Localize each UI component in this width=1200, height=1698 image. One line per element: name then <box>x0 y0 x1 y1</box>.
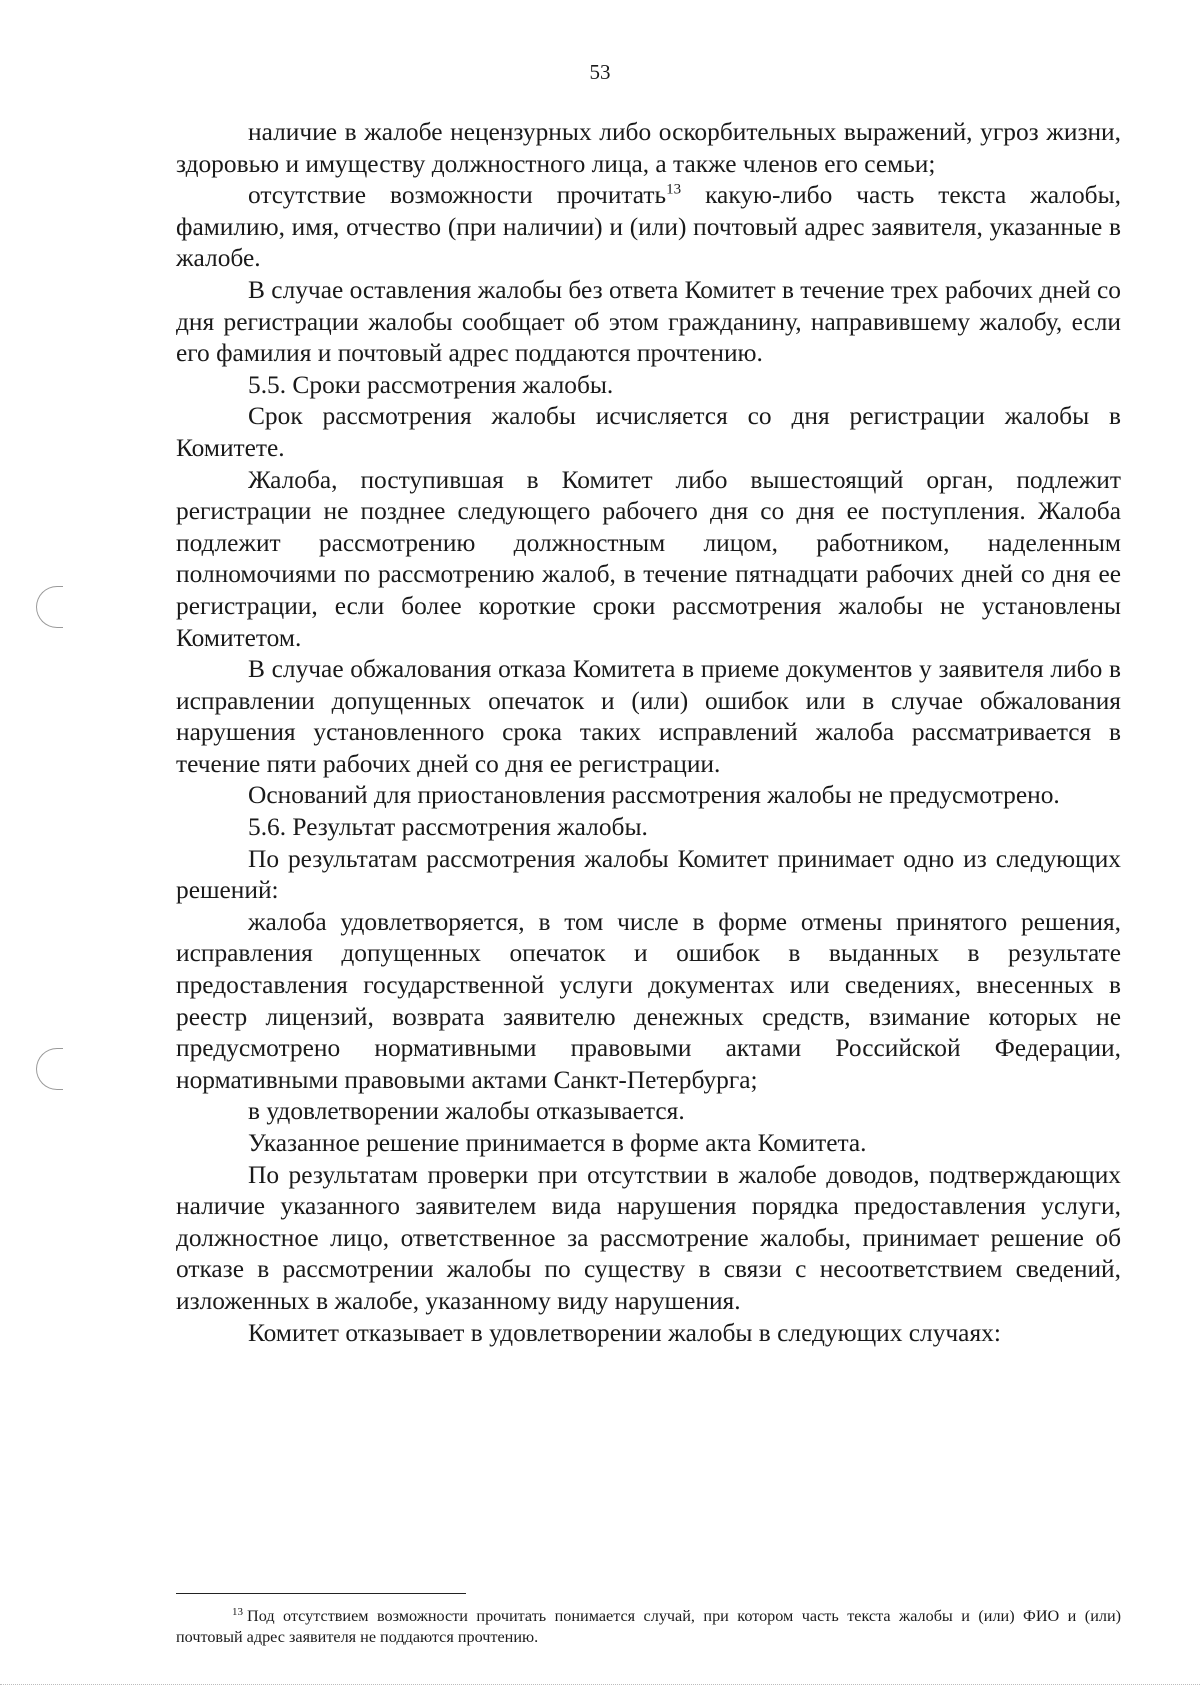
paragraph-with-footnote <box>176 180 1121 275</box>
footnote-text: Под отсутствием возможности прочитать понимается случай, при котором часть текста жалобы и (или) ФИО и (или) почтовый адрес заявителя не поддаются прочтению. <box>176 1607 1121 1646</box>
footnote-reference[interactable]: 13 <box>666 181 682 198</box>
section-heading: 5.6. Результат рассмотрения жалобы. <box>248 813 648 842</box>
paragraph: По результатам проверки при отсутствии в жалобе доводов, подтверждающих наличие указанного заявителем вида нарушения порядка предоставления услуги, должностное лицо, ответственное за рассмотрение жалобы, принимает решение об отказе в рассмотрении жалобы по существу в связи с несоответствием сведений, изложенных в жалобе, указанному виду нарушения. <box>176 1160 1121 1315</box>
paragraph-text: какую-либо часть текста жалобы, фамилию, имя, отчество (при наличии) и (или) почтовый адрес заявителя, указанные в жалобе. <box>176 181 1121 273</box>
paragraph: Указанное решение принимается в форме акта Комитета. <box>248 1129 867 1157</box>
paragraph: жалоба удовлетворяется, в том числе в форме отмены принятого решения, исправления допущенных опечаток и ошибок в выданных в результате предоставления государственной услуги документах или сведениях, внесенных в реестр лицензий, возврата заявителю денежных средств, взимание которых не предусмотрено нормативными правовыми актами Российской Федерации, нормативными правовыми актами Санкт-Петербурга; <box>176 907 1121 1094</box>
punch-hole-mark <box>36 586 63 628</box>
paragraph: Комитет отказывает в удовлетворении жалобы в следующих случаях: <box>248 1318 1001 1347</box>
punch-hole-mark <box>36 1048 63 1090</box>
paragraph: в удовлетворении жалобы отказывается. <box>248 1097 685 1126</box>
footnote-separator <box>176 1593 466 1594</box>
scan-edge-line <box>0 1684 1200 1685</box>
paragraph: Срок рассмотрения жалобы исчисляется со дня регистрации жалобы в Комитете. <box>176 402 1121 462</box>
paragraph: В случае оставления жалобы без ответа Комитет в течение трех рабочих дней со дня регистрации жалобы сообщает об этом гражданину, направившему жалобу, если его фамилия и почтовый адрес поддаются прочтению. <box>176 275 1121 368</box>
footnote-mark: 13 <box>232 1605 243 1618</box>
paragraph: Оснований для приостановления рассмотрения жалобы не предусмотрено. <box>248 781 1060 810</box>
paragraph: В случае обжалования отказа Комитета в приеме документов у заявителя либо в исправлении допущенных опечаток и (или) ошибок или в случае обжалования нарушения установленного срока таких исправлений жалоба рассматривается в течение пяти рабочих дней со дня ее регистрации. <box>176 655 1121 778</box>
footnote <box>176 1606 1121 1648</box>
paragraph: наличие в жалобе нецензурных либо оскорбительных выражений, угроз жизни, здоровью и имуществу должностного лица, а также членов его семьи; <box>176 118 1121 178</box>
paragraph: Жалоба, поступившая в Комитет либо вышестоящий орган, подлежит регистрации не позднее следующего рабочего дня со дня ее поступления. Жалоба подлежит рассмотрению должностным лицом, работником, наделенным полномочиями по рассмотрению жалоб, в течение пятнадцати рабочих дней со дня ее регистрации, если более короткие сроки рассмотрения жалобы не установлены Комитетом. <box>176 465 1121 652</box>
paragraph: По результатам рассмотрения жалобы Комитет принимает одно из следующих решений: <box>176 844 1121 905</box>
document-body <box>176 117 1121 1349</box>
paragraph-text: отсутствие возможности прочитать <box>248 181 667 210</box>
page-number: 53 <box>589 60 611 84</box>
section-heading: 5.5. Сроки рассмотрения жалобы. <box>248 370 614 399</box>
